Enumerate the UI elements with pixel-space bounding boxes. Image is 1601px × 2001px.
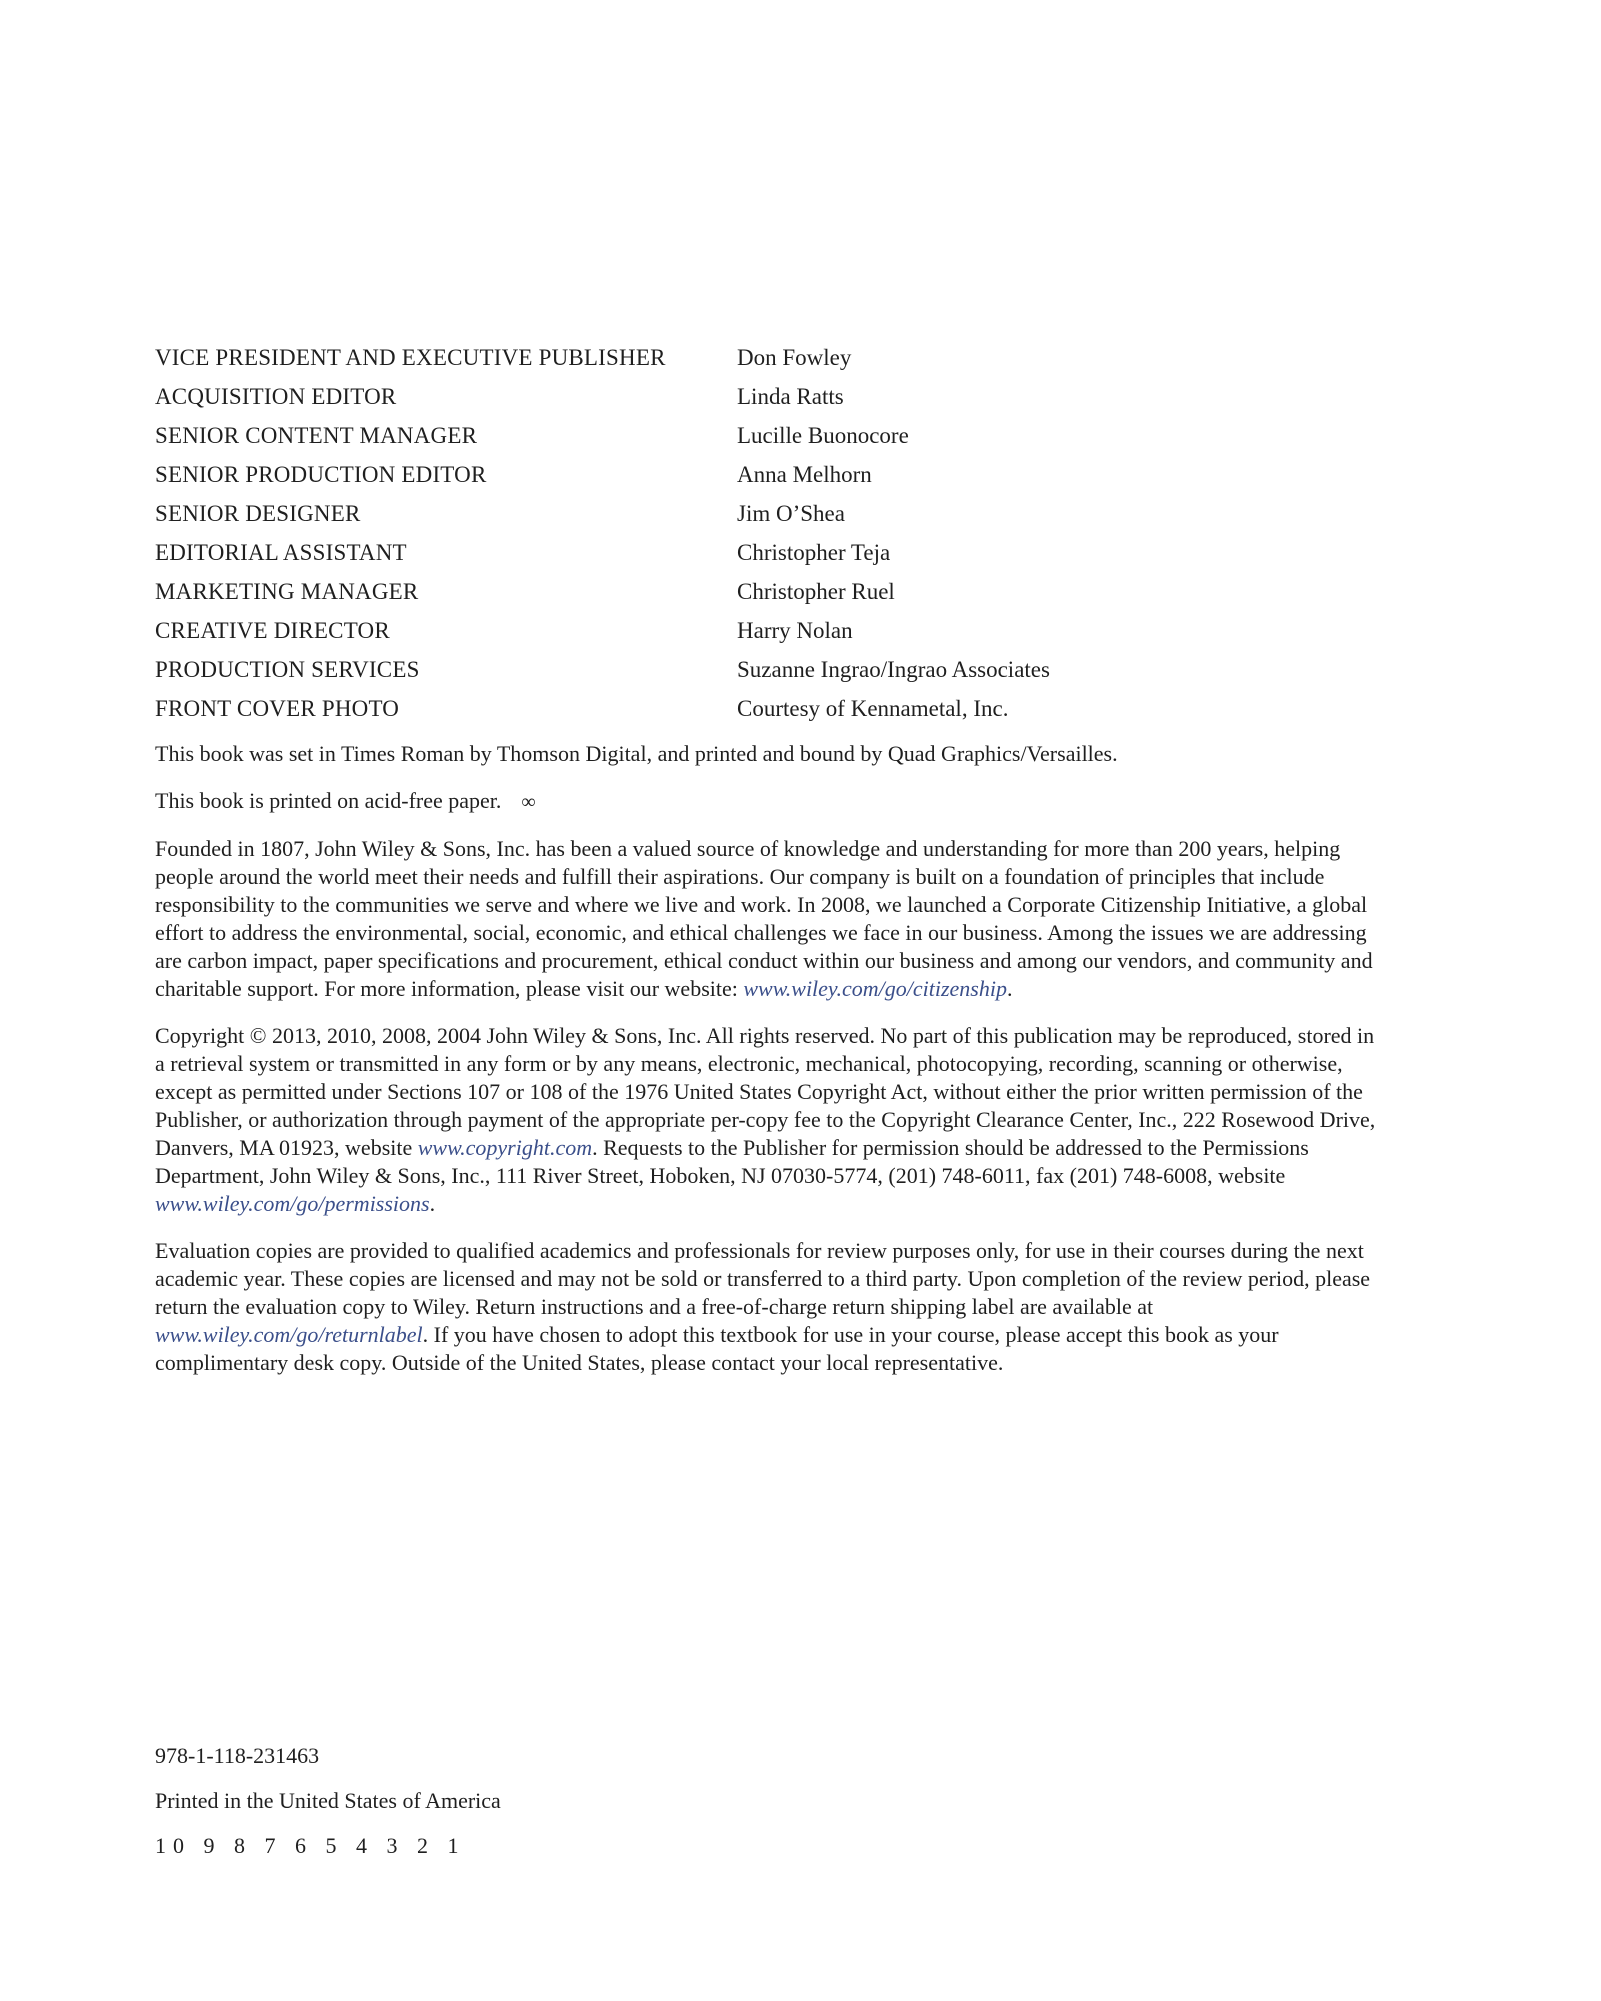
credit-name: Linda Ratts — [737, 384, 844, 409]
credit-role: MARKETING MANAGER — [155, 579, 419, 604]
credit-role: FRONT COVER PHOTO — [155, 696, 400, 721]
paper-note-text: This book is printed on acid-free paper. — [155, 788, 502, 813]
paper-note — [155, 787, 1385, 816]
copyright-paragraph — [155, 1022, 1385, 1218]
citizenship-link[interactable]: www.wiley.com/go/citizenship — [743, 976, 1007, 1001]
credit-row — [155, 455, 1455, 494]
credit-role: PRODUCTION SERVICES — [155, 657, 420, 682]
credit-name: Christopher Ruel — [737, 579, 895, 604]
evaluation-text-1: Evaluation copies are provided to qualified academics and professionals for review purposes only, for use in their courses during the next academic year. These copies are licensed and may not be sold or transferred to a third party. Upon completion of the review period, please return the evaluation copy to Wiley. Return instructions and a free-of-charge return shipping label are available at — [155, 1238, 1371, 1319]
credit-role: ACQUISITION EDITOR — [155, 384, 397, 409]
credit-name: Lucille Buonocore — [737, 423, 909, 448]
credit-name: Harry Nolan — [737, 618, 853, 643]
credit-row — [155, 533, 1455, 572]
printed-country: Printed in the United States of America — [155, 1788, 501, 1813]
evaluation-text-2: . If you have chosen to adopt this textbook for use in your course, please accept this book as your complimentary desk copy. Outside of the United States, please contact your local representative. — [155, 1322, 1279, 1375]
credit-name: Suzanne Ingrao/Ingrao Associates — [737, 657, 1050, 682]
credit-role: CREATIVE DIRECTOR — [155, 618, 390, 643]
credit-row — [155, 650, 1455, 689]
permissions-link[interactable]: www.wiley.com/go/permissions — [155, 1191, 430, 1216]
credit-name: Anna Melhorn — [737, 462, 872, 487]
citizenship-end: . — [1006, 976, 1013, 1001]
copyright-end: . — [429, 1191, 436, 1216]
acid-free-infinity-icon: ∞ — [521, 791, 536, 813]
copyright-link[interactable]: www.copyright.com — [417, 1135, 593, 1160]
credit-row — [155, 338, 1455, 377]
credit-role: VICE PRESIDENT AND EXECUTIVE PUBLISHER — [155, 345, 666, 370]
copyright-text-1: Copyright © 2013, 2010, 2008, 2004 John Wiley & Sons, Inc. All rights reserved. No part of this publication may be reproduced, stored in a retrieval system or transmitted in any form or by any means, electronic, mechanical, photocopying, recording, scanning or otherwise, except as permitted under Sections 107 or 108 of the 1976 United States Copyright Act, without either the prior written permission of the Publisher, or authorization through payment of the appropriate per-copy fee to the Copyright Clearance Center, Inc., 222 Rosewood Drive, Danvers, MA 01923, website — [155, 1023, 1376, 1160]
typesetting-note: This book was set in Times Roman by Thomson Digital, and printed and bound by Quad Graphics/Versailles. — [155, 741, 1118, 766]
printing-footer — [155, 1742, 501, 1877]
credit-row — [155, 494, 1455, 533]
citizenship-text: Founded in 1807, John Wiley & Sons, Inc. has been a valued source of knowledge and understanding for more than 200 years, helping people around the world meet their needs and fulfill their aspirations. Our company is built on a foundation of principles that include responsibility to the communities we serve and where we live and work. In 2008, we launched a Corporate Citizenship Initiative, a global effort to address the environmental, social, economic, and ethical challenges we face in our business. Among the issues we are addressing are carbon impact, paper specifications and procurement, ethical conduct within our business and among our vendors, and community and charitable support. For more information, please visit our website: — [155, 836, 1373, 1001]
credit-role: SENIOR DESIGNER — [155, 501, 361, 526]
citizenship-paragraph — [155, 835, 1385, 1003]
credit-name: Jim O’Shea — [737, 501, 845, 526]
credit-row — [155, 611, 1455, 650]
credit-role: EDITORIAL ASSISTANT — [155, 540, 407, 565]
evaluation-paragraph — [155, 1237, 1385, 1377]
credit-name: Christopher Teja — [737, 540, 891, 565]
credit-row — [155, 572, 1455, 611]
copyright-text-2: . Requests to the Publisher for permission should be addressed to the Permissions Department, John Wiley & Sons, Inc., 111 River Street, Hoboken, NJ 07030-5774, (201) 748-6011, fax (201) 748-6008, website — [155, 1135, 1309, 1188]
credit-name: Don Fowley — [737, 345, 852, 370]
isbn: 978-1-118-231463 — [155, 1743, 320, 1768]
credit-row — [155, 416, 1455, 455]
credit-row — [155, 689, 1455, 728]
credit-row — [155, 377, 1455, 416]
credit-role: SENIOR CONTENT MANAGER — [155, 423, 478, 448]
returnlabel-link[interactable]: www.wiley.com/go/returnlabel — [155, 1322, 423, 1347]
credit-name: Courtesy of Kennametal, Inc. — [737, 696, 1009, 721]
credit-role: SENIOR PRODUCTION EDITOR — [155, 462, 487, 487]
credits-list — [155, 338, 1455, 728]
copyright-page — [155, 338, 1455, 1377]
printing-line: 10 9 8 7 6 5 4 3 2 1 — [155, 1833, 466, 1858]
